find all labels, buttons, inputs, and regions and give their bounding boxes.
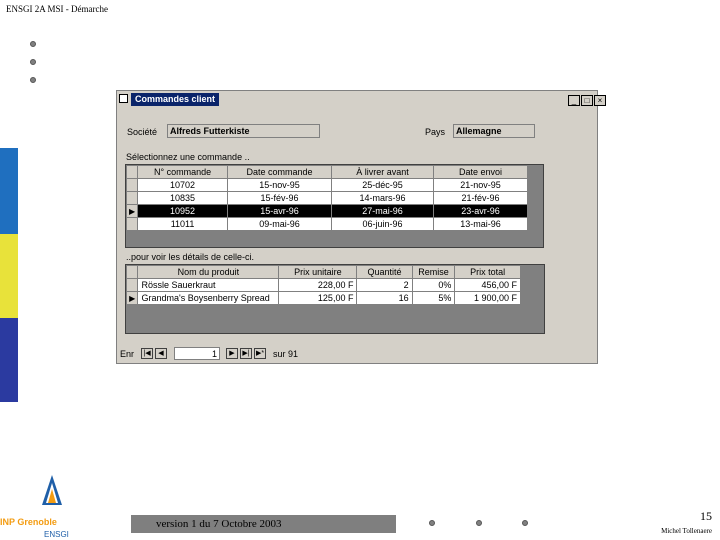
details-header-row: [127, 266, 521, 279]
total-price-cell[interactable]: 456,00 F: [455, 279, 521, 292]
table-row[interactable]: [127, 218, 528, 231]
first-record-button[interactable]: |◀: [141, 348, 153, 359]
deliver-before-cell[interactable]: 27-mai-96: [332, 205, 434, 218]
footer-version: version 1 du 7 Octobre 2003: [131, 515, 396, 533]
ship-date-cell[interactable]: 21-nov-95: [434, 179, 528, 192]
details-table: [126, 265, 521, 305]
row-selector[interactable]: [127, 179, 138, 192]
record-label: Enr: [120, 349, 135, 359]
footer-dot-icon: [476, 520, 482, 526]
author-name: Michel Tollenaere: [661, 527, 712, 535]
column-header[interactable]: À livrer avant: [332, 166, 434, 179]
discount-cell[interactable]: 0%: [412, 279, 455, 292]
inp-logo-icon: [40, 475, 64, 511]
unit-price-cell[interactable]: 228,00 F: [279, 279, 357, 292]
order-date-cell[interactable]: 15-fév-96: [228, 192, 332, 205]
window-title: Commandes client: [131, 93, 219, 106]
order-date-cell[interactable]: 15-avr-96: [228, 205, 332, 218]
pays-label: Pays: [425, 127, 446, 137]
form-icon: [119, 94, 128, 103]
current-record-arrow-icon[interactable]: ▶: [127, 205, 138, 218]
quantity-cell[interactable]: 2: [357, 279, 412, 292]
table-row-selected[interactable]: [127, 205, 528, 218]
column-header[interactable]: Prix total: [455, 266, 521, 279]
column-header[interactable]: Nom du produit: [138, 266, 279, 279]
product-name-cell[interactable]: Rössle Sauerkraut: [138, 279, 279, 292]
footer-dot-icon: [522, 520, 528, 526]
orders-window: [116, 90, 603, 364]
column-header[interactable]: Quantité: [357, 266, 412, 279]
pays-field[interactable]: Allemagne: [453, 124, 535, 138]
minimize-button[interactable]: _: [568, 95, 580, 106]
sidebar-stripe-blue: [0, 148, 18, 234]
logo-text: INP Grenoble: [0, 517, 57, 527]
record-total: sur 91: [273, 349, 299, 359]
table-row[interactable]: [127, 279, 521, 292]
row-selector[interactable]: [127, 218, 138, 231]
next-record-button[interactable]: ▶: [226, 348, 238, 359]
orders-subform: [125, 164, 544, 248]
order-number-cell[interactable]: 10702: [138, 179, 228, 192]
deliver-before-cell[interactable]: 06-juin-96: [332, 218, 434, 231]
deliver-before-cell[interactable]: 25-déc-95: [332, 179, 434, 192]
column-header[interactable]: N° commande: [138, 166, 228, 179]
column-header[interactable]: Remise: [412, 266, 455, 279]
table-row[interactable]: [127, 192, 528, 205]
window-titlebar[interactable]: [117, 91, 603, 108]
row-selector[interactable]: [127, 279, 138, 292]
page-number: 15: [700, 509, 712, 523]
table-row[interactable]: [127, 179, 528, 192]
previous-record-button[interactable]: ◀: [155, 348, 167, 359]
orders-caption: Sélectionnez une commande ..: [126, 152, 250, 162]
column-header[interactable]: Date commande: [228, 166, 332, 179]
quantity-cell[interactable]: 16: [357, 292, 412, 305]
societe-label: Société: [127, 127, 158, 137]
orders-table: [126, 165, 528, 231]
ship-date-cell[interactable]: 23-avr-96: [434, 205, 528, 218]
new-record-button[interactable]: ▶*: [255, 350, 265, 357]
ship-date-cell[interactable]: 21-fév-96: [434, 192, 528, 205]
column-header[interactable]: Date envoi: [434, 166, 528, 179]
sidebar-stripe-navy: [0, 318, 18, 402]
bullet-icon: [30, 59, 36, 65]
row-selector-header: [127, 266, 138, 279]
sidebar-stripe-yellow: [0, 234, 18, 318]
ship-date-cell[interactable]: 13-mai-96: [434, 218, 528, 231]
row-selector[interactable]: [127, 192, 138, 205]
bullet-icon: [30, 41, 36, 47]
unit-price-cell[interactable]: 125,00 F: [279, 292, 357, 305]
bullet-icon: [30, 77, 36, 83]
last-record-button[interactable]: ▶|: [240, 348, 252, 359]
maximize-button[interactable]: □: [581, 95, 593, 106]
current-record-arrow-icon[interactable]: ▶: [127, 292, 138, 305]
table-row[interactable]: [127, 292, 521, 305]
details-caption: ..pour voir les détails de celle-ci.: [126, 252, 255, 262]
orders-header-row: [127, 166, 528, 179]
record-number-input[interactable]: 1: [174, 347, 220, 360]
slide-header: ENSGI 2A MSI - Démarche: [6, 4, 108, 14]
footer-dot-icon: [429, 520, 435, 526]
product-name-cell[interactable]: Grandma's Boysenberry Spread: [138, 292, 279, 305]
order-number-cell[interactable]: 11011: [138, 218, 228, 231]
total-price-cell[interactable]: 1 900,00 F: [455, 292, 521, 305]
discount-cell[interactable]: 5%: [412, 292, 455, 305]
close-button[interactable]: ×: [594, 95, 606, 106]
row-selector-header: [127, 166, 138, 179]
order-number-cell[interactable]: 10952: [138, 205, 228, 218]
societe-field[interactable]: Alfreds Futterkiste: [167, 124, 320, 138]
deliver-before-cell[interactable]: 14-mars-96: [332, 192, 434, 205]
order-date-cell[interactable]: 09-mai-96: [228, 218, 332, 231]
order-date-cell[interactable]: 15-nov-95: [228, 179, 332, 192]
details-subform: [125, 264, 545, 334]
column-header[interactable]: Prix unitaire: [279, 266, 357, 279]
order-number-cell[interactable]: 10835: [138, 192, 228, 205]
logo-subtext: ENSGI: [44, 530, 69, 539]
